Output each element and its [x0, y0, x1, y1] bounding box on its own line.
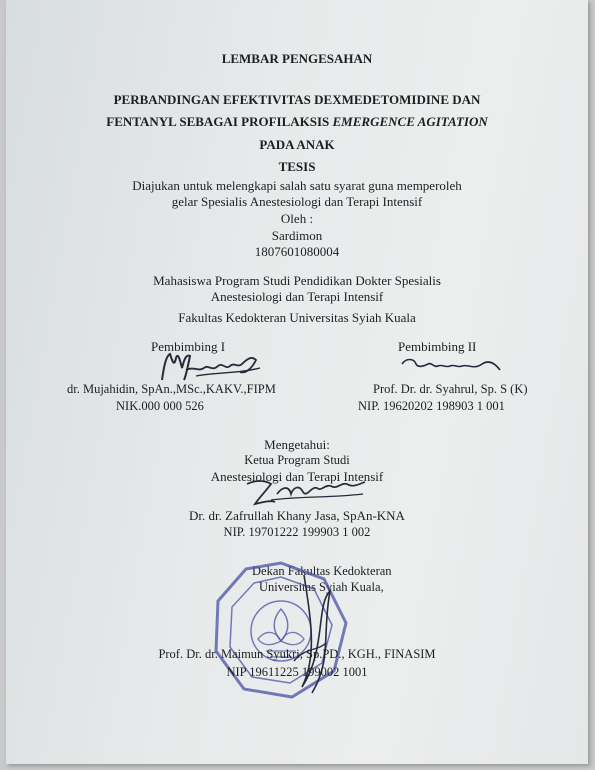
university-stamp-icon [206, 555, 356, 705]
dean-name: Prof. Dr. dr. Maimun Syukri, Sp.PD., KGH., FINASIM [158, 647, 436, 661]
faculty-name: Fakultas Kedokteran Universitas Syiah Kuala [178, 310, 416, 325]
head-title-line-2: Anestesiologi dan Terapi Intensif [210, 469, 384, 484]
thesis-title-line-1: PERBANDINGAN EFEKTIVITAS DEXMEDETOMIDINE DAN [113, 92, 481, 107]
student-id: 1807601080004 [254, 244, 340, 259]
thesis-title-line-2-plain: FENTANYL SEBAGAI PROFILAKSIS [106, 114, 333, 129]
signature-syahrul-icon [396, 350, 506, 380]
purpose-line-2: gelar Spesialis Anestesiologi dan Terapi Intensif [171, 194, 423, 209]
signature-zafrullah-icon [241, 474, 371, 510]
page-title: LEMBAR PENGESAHAN [221, 51, 373, 66]
supervisor-2-id: NIP. 19620202 198903 1 001 [358, 399, 505, 413]
document-page [6, 0, 588, 764]
signature-mujahidin-icon [156, 346, 276, 386]
known-label: Mengetahui: [264, 437, 330, 452]
purpose-line-1: Diajukan untuk melengkapi salah satu syarat guna memperoleh [132, 178, 462, 193]
thesis-title-line-2 [6, 114, 588, 130]
supervisor-1-id: NIK.000 000 526 [116, 399, 204, 413]
program-line-2: Anestesiologi dan Terapi Intensif [210, 289, 384, 304]
dean-title-line-2: Universitas Syiah Kuala, [259, 580, 384, 594]
author-name: Sardimon [271, 228, 323, 243]
program-line-1: Mahasiswa Program Studi Pendidikan Dokter Spesialis [153, 273, 441, 288]
supervisor-1-name: dr. Mujahidin, SpAn.,MSc.,KAKV.,FIPM [67, 382, 276, 396]
thesis-title-line-3: PADA ANAK [259, 137, 335, 152]
document-type: TESIS [278, 159, 316, 174]
dean-id: NIP 19611225 199002 1001 [226, 665, 368, 679]
dean-title-line-1: Dekan Fakultas Kedokteran [252, 564, 392, 578]
supervisor-2-role: Pembimbing II [398, 339, 477, 354]
head-name: Dr. dr. Zafrullah Khany Jasa, SpAn-KNA [189, 508, 405, 523]
supervisor-2-name: Prof. Dr. dr. Syahrul, Sp. S (K) [373, 382, 528, 396]
thesis-title-line-2-italic: EMERGENCE AGITATION [332, 114, 488, 129]
head-id: NIP. 19701222 199903 1 002 [223, 525, 371, 539]
head-title-line-1: Ketua Program Studi [244, 453, 350, 467]
supervisor-1-role: Pembimbing I [151, 339, 226, 354]
by-label: Oleh : [280, 211, 314, 226]
